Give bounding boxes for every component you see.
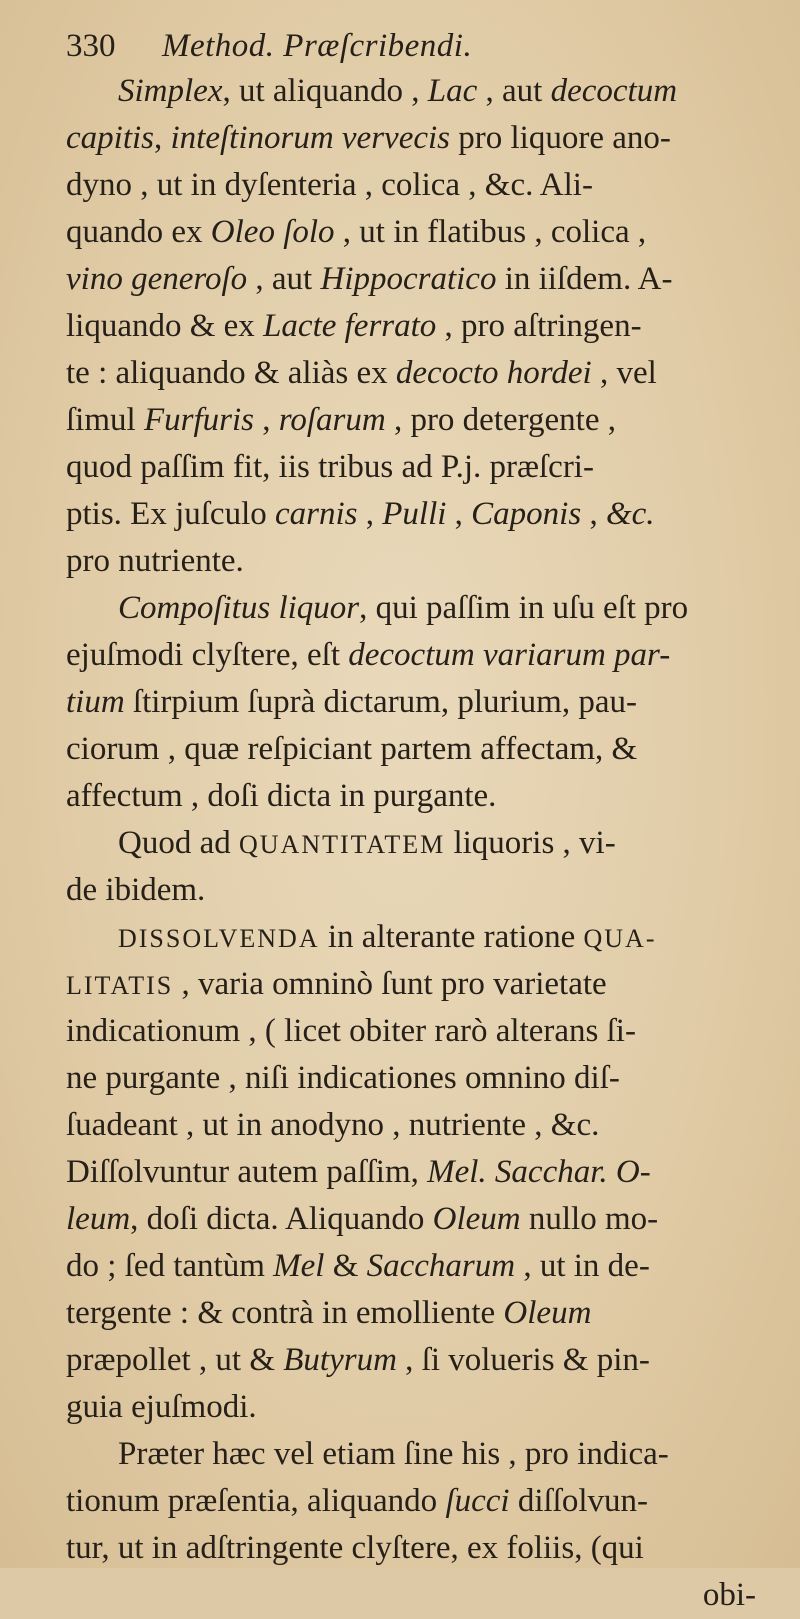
text-line xyxy=(66,820,770,867)
text-run: ciorum , quæ reſpiciant partem affectam, & xyxy=(66,731,638,767)
text-run: indicationum , ( licet obiter rarò alterans ſi- xyxy=(66,1013,636,1049)
text-run: , aut xyxy=(247,261,321,297)
italic-phrase: Furfuris xyxy=(143,402,254,438)
text-line xyxy=(66,1478,770,1525)
italic-phrase: decoctum xyxy=(550,73,678,109)
text-run: affectum , doſi dicta in purgante. xyxy=(66,778,497,814)
text-run: ejuſmodi clyſtere, eſt xyxy=(66,637,349,673)
text-run: do ; ſed tantùm xyxy=(66,1248,274,1284)
page-number: 330 xyxy=(66,28,116,64)
text-run: nullo mo- xyxy=(520,1201,659,1237)
text-line xyxy=(66,256,770,303)
text-run: , ut aliquando , xyxy=(222,73,428,109)
text-run: , xyxy=(581,496,606,532)
italic-phrase: Pulli xyxy=(382,496,447,532)
small-caps-phrase: LITATIS xyxy=(66,971,174,1000)
text-run: , xyxy=(357,496,383,532)
italic-phrase: Saccharum xyxy=(366,1248,516,1284)
italic-phrase: Mel xyxy=(273,1248,325,1284)
text-line xyxy=(66,538,770,585)
text-run: ptis. Ex juſculo xyxy=(66,496,275,532)
text-line xyxy=(66,1290,770,1337)
text-line xyxy=(66,1149,770,1196)
text-line xyxy=(66,162,770,209)
text-line xyxy=(66,1196,770,1243)
text-run: te : aliquando & aliàs ex xyxy=(66,355,396,391)
text-run: tergente : & contrà in emolliente xyxy=(66,1295,504,1331)
text-run: dyno , ut in dyſenteria , colica , &c. Ali- xyxy=(66,167,593,203)
italic-phrase: Compoſitus liquor xyxy=(118,590,360,626)
text-run: liquando & ex xyxy=(66,308,264,344)
text-run: , xyxy=(154,120,171,156)
italic-phrase: vino generoſo xyxy=(66,261,248,297)
text-run: præpollet , ut & xyxy=(66,1342,284,1378)
italic-phrase: carnis xyxy=(275,496,358,532)
text-run: Quod ad xyxy=(118,825,239,861)
text-run: , qui paſſim in uſu eſt pro xyxy=(359,590,689,626)
small-caps-phrase: QUA- xyxy=(583,924,657,953)
italic-phrase: decocto hordei xyxy=(395,355,592,391)
italic-phrase: Hippocratico xyxy=(320,261,497,297)
text-line xyxy=(66,444,770,491)
text-run: diſſolvun- xyxy=(509,1483,648,1519)
text-line xyxy=(66,115,770,162)
italic-phrase: Oleum xyxy=(503,1295,592,1331)
text-run: , aut xyxy=(477,73,551,109)
italic-phrase: Oleo ſolo xyxy=(210,214,335,250)
text-line xyxy=(66,726,770,773)
text-run: , vel xyxy=(591,355,657,391)
text-run: pro liquore ano- xyxy=(450,120,671,156)
text-line xyxy=(66,679,770,726)
italic-phrase: Mel. Sacchar. O- xyxy=(427,1154,651,1190)
italic-phrase: Butyrum xyxy=(283,1342,397,1378)
text-run: in iiſdem. A- xyxy=(496,261,673,297)
text-line xyxy=(66,1431,770,1478)
text-run: Diſſolvuntur autem paſſim, xyxy=(66,1154,428,1190)
text-run: liquoris , vi- xyxy=(445,825,616,861)
text-run: de ibidem. xyxy=(66,872,206,908)
italic-phrase: Oleum xyxy=(432,1201,521,1237)
catchword: obi- xyxy=(702,1577,756,1613)
text-run: ſimul xyxy=(66,402,144,438)
text-run: in alterante ratione xyxy=(319,919,584,955)
text-run: ſuadeant , ut in anodyno , nutriente , &c. xyxy=(66,1107,600,1143)
text-run: , xyxy=(253,402,279,438)
text-run: ſtirpium ſuprà dictarum, plurium, pau- xyxy=(124,684,637,720)
text-line xyxy=(66,867,770,914)
italic-phrase: ſucci xyxy=(445,1483,510,1519)
text-line xyxy=(66,961,770,1008)
text-run: quod paſſim fit, iis tribus ad P.j. præſcri- xyxy=(66,449,594,485)
text-run: , ſi volueris & pin- xyxy=(396,1342,650,1378)
text-line xyxy=(66,773,770,820)
text-run: , pro aſtringen- xyxy=(436,308,642,344)
text-run: , pro detergente , xyxy=(385,402,616,438)
text-line xyxy=(66,632,770,679)
text-line xyxy=(66,1243,770,1290)
text-run: tionum præſentia, aliquando xyxy=(66,1483,446,1519)
italic-phrase: inteſtinorum vervecis xyxy=(170,120,451,156)
text-line xyxy=(66,491,770,538)
page-header xyxy=(66,24,770,68)
small-caps-phrase: DISSOLVENDA xyxy=(118,924,320,953)
italic-phrase: Simplex xyxy=(118,73,223,109)
text-run: tur, ut in adſtringente clyſtere, ex foliis, (qui xyxy=(66,1530,644,1566)
text-run: , ut in de- xyxy=(515,1248,650,1284)
italic-phrase: capitis xyxy=(66,120,154,156)
italic-phrase: roſarum xyxy=(278,402,386,438)
text-line xyxy=(66,1525,770,1572)
text-line xyxy=(66,1384,770,1431)
text-line xyxy=(66,1055,770,1102)
text-run: quando ex xyxy=(66,214,211,250)
text-run: , ut in flatibus , colica , xyxy=(334,214,647,250)
body-text xyxy=(66,68,770,1572)
running-title: Method. Præſcribendi. xyxy=(162,28,473,64)
italic-phrase: tium xyxy=(66,684,125,720)
text-run: guia ejuſmodi. xyxy=(66,1389,257,1425)
italic-phrase: decoctum variarum par- xyxy=(348,637,671,673)
italic-phrase: Caponis xyxy=(471,496,582,532)
text-line xyxy=(66,585,770,632)
italic-phrase: Lacte ferrato xyxy=(263,308,437,344)
text-line xyxy=(66,350,770,397)
text-line xyxy=(66,914,770,961)
text-line xyxy=(66,209,770,256)
text-line xyxy=(66,68,770,115)
text-line xyxy=(66,1337,770,1384)
text-line xyxy=(66,1008,770,1055)
small-caps-phrase: QUANTITATEM xyxy=(238,830,446,859)
text-line xyxy=(66,1102,770,1149)
text-line xyxy=(66,303,770,350)
text-run: , doſi dicta. Aliquando xyxy=(130,1201,433,1237)
text-run: , varia omninò ſunt pro varietate xyxy=(173,966,607,1002)
text-run: , xyxy=(446,496,472,532)
italic-phrase: leum xyxy=(66,1201,131,1237)
text-run: ne purgante , niſi indicationes omnino diſ- xyxy=(66,1060,620,1096)
text-run: Præter hæc vel etiam ſine his , pro indica- xyxy=(118,1436,669,1472)
text-run: pro nutriente. xyxy=(66,543,244,579)
text-run: & xyxy=(324,1248,367,1284)
text-line xyxy=(66,397,770,444)
italic-phrase: Lac xyxy=(427,73,478,109)
italic-phrase: &c. xyxy=(605,496,655,532)
